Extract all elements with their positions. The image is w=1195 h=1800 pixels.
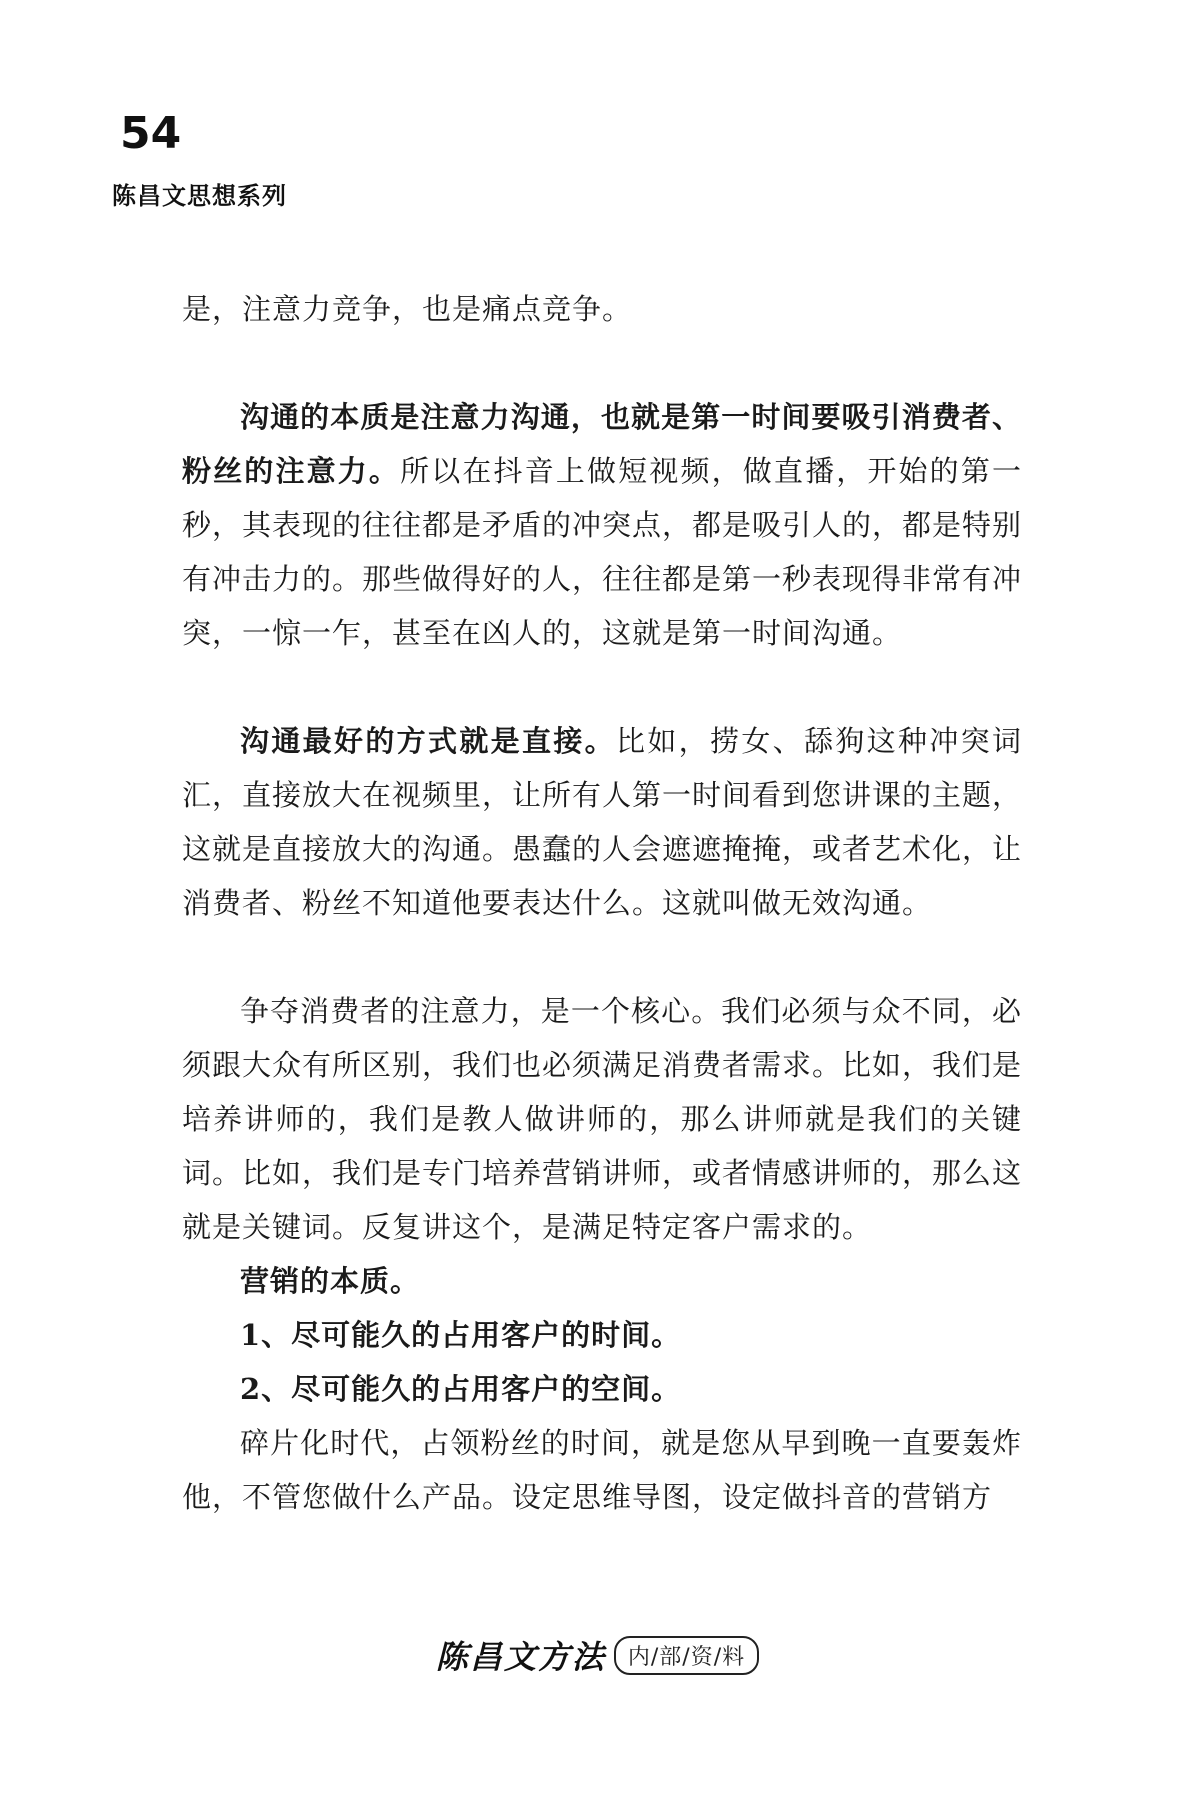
list-item-1: 1、尽可能久的占用客户的时间。 bbox=[240, 1318, 682, 1352]
footer-badge: 内/部/资/料 bbox=[614, 1636, 759, 1675]
paragraph-4: 争夺消费者的注意力，是一个核心。我们必须与众不同，必须跟大众有所区别，我们也必须满足消费者需求。比如，我们是培养讲师的，我们是教人做讲师的，那么讲师就是我们的关键词。比如，我们是专门培养营销讲师，或者情感讲师的，那么这就是关键词。反复讲这个，是满足特定客户需求的。 bbox=[182, 994, 1023, 1244]
paragraph-3-text: 比如，捞女、舔狗这种冲突词汇，直接放大在视频里，让所有人第一时间看到您讲课的主题，这就是直接放大的沟通。愚蠢的人会遮遮掩掩，或者艺术化，让消费者、粉丝不知道他要表达什么。这就叫做无效沟通。 bbox=[182, 724, 1023, 920]
footer bbox=[0, 1632, 1195, 1678]
page-body bbox=[182, 282, 1022, 1524]
paragraph-2 bbox=[182, 390, 1022, 660]
paragraph-5: 碎片化时代，占领粉丝的时间，就是您从早到晚一直要轰炸他，不管您做什么产品。设定思维导图，设定做抖音的营销方 bbox=[182, 1426, 1022, 1514]
paragraph-1: 是，注意力竞争，也是痛点竞争。 bbox=[182, 292, 633, 326]
paragraph-2-bold: 沟通的本质是注意力沟通，也就是第一时间要吸引消费者、粉丝的注意力。 bbox=[182, 400, 1022, 488]
section-heading: 营销的本质。 bbox=[240, 1264, 421, 1298]
paragraph-3-bold: 沟通最好的方式就是直接。 bbox=[240, 724, 616, 758]
paragraph-2-text: 所以在抖音上做短视频，做直播，开始的第一秒，其表现的往往都是矛盾的冲突点，都是吸引人的，都是特别有冲击力的。那些做得好的人，往往都是第一秒表现得非常有冲突，一惊一乍，甚至在凶人的，这就是第一时间沟通。 bbox=[182, 454, 1023, 650]
list-item-2: 2、尽可能久的占用客户的空间。 bbox=[240, 1372, 682, 1406]
series-title: 陈昌文思想系列 bbox=[112, 182, 287, 210]
paragraph-3 bbox=[182, 714, 1022, 930]
footer-brand: 陈昌文方法 bbox=[435, 1638, 606, 1676]
page-number: 54 bbox=[120, 108, 182, 159]
